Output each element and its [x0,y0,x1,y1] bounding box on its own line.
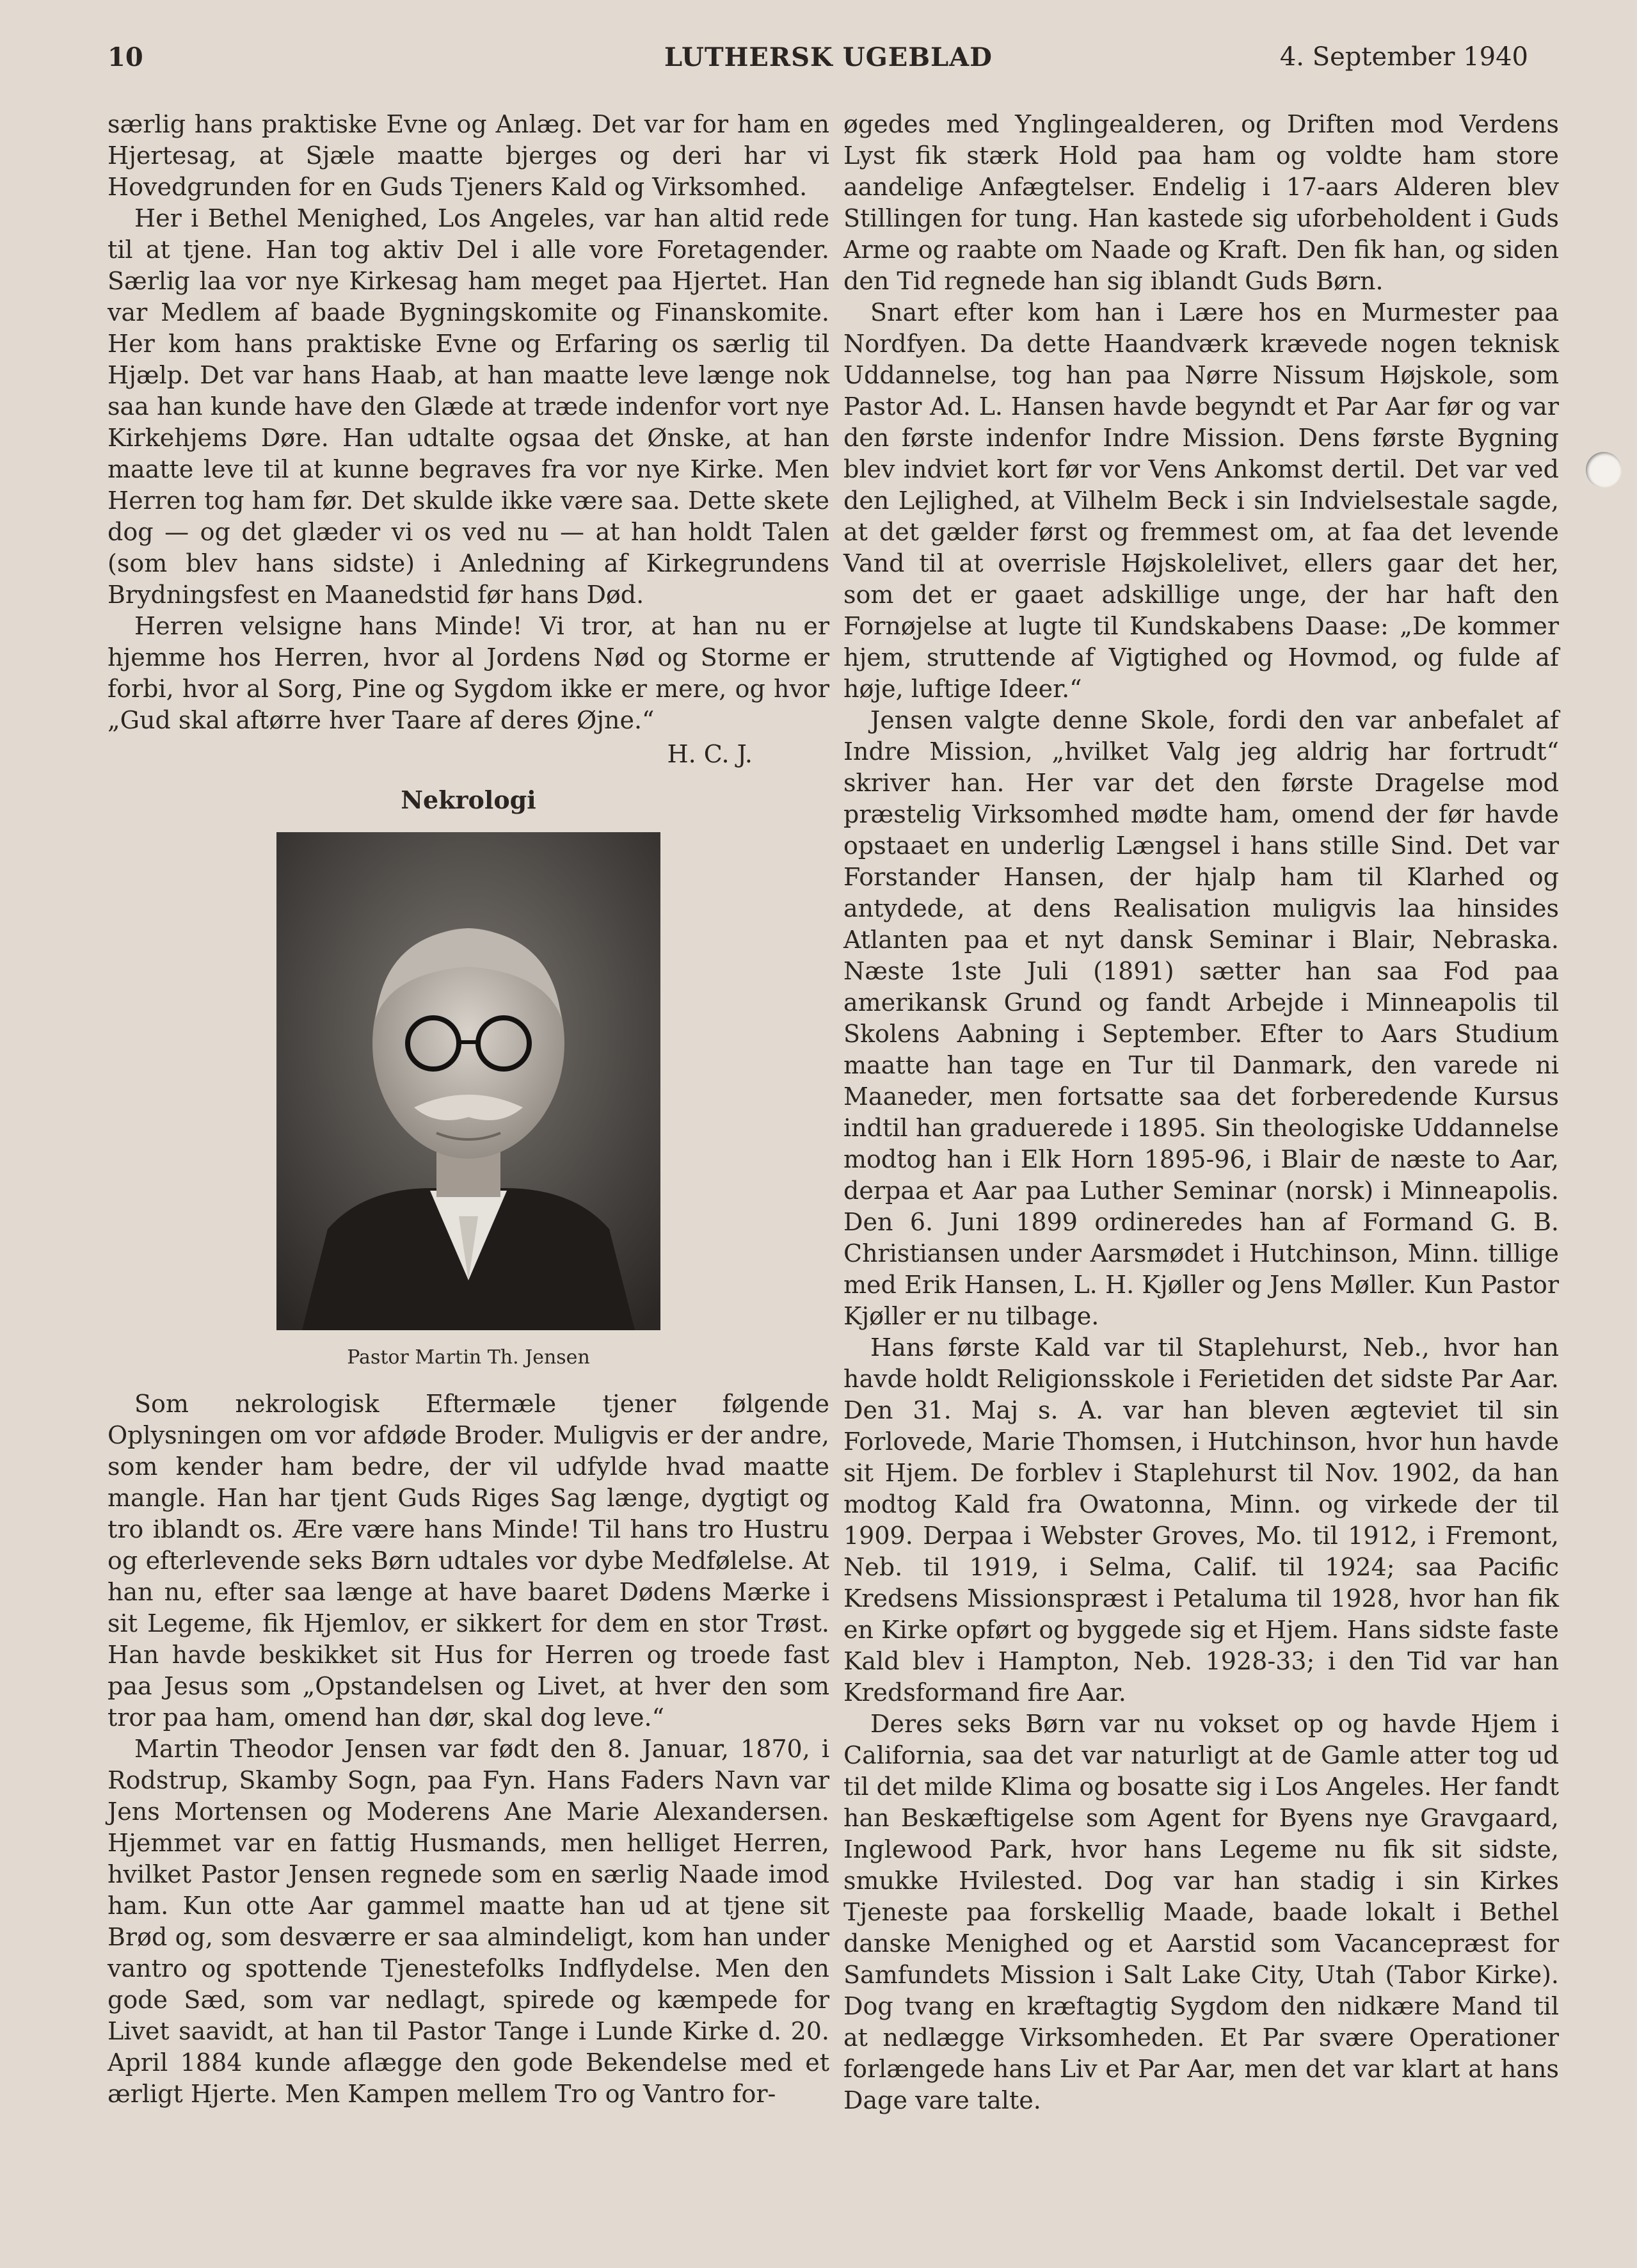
right-paragraph-5: Deres seks Børn var nu vokset op og havde Hjem i California, saa det var naturligt at de Gamle atter tog ud til det milde Klima og bosatte sig i Los Angeles. Her fandt han Beskæftigelse som Agent for Byens nye Gravgaard, Inglewood Park, hvor hans Legeme nu fik sit sidste, smukke Hvilested. Dog var han stadig i sin Kirkes Tjeneste paa forskellig Maade, baade lokalt i Bethel danske Menighed og et Aarstid som Vacancepræst for Samfundets Mission i Salt Lake City, Utah (Tabor Kirke). Dog tvang en kræftagtig Sygdom den nidkære Mand til at nedlægge Virksomheden. Et Par svære Operationer forlængede hans Liv et Par Aar, men det var klart at hans Dage vare talte. [843,1710,1559,2114]
page-header [108,42,1528,87]
left-paragraph-2: Her i Bethel Menighed, Los Angeles, var han altid rede til at tjene. Han tog aktiv Del i alle vore Foretagender. Særlig laa vor nye Kirkesag ham meget paa Hjertet. Han var Medlem af baade Bygningskomite og Finanskomite. Her kom hans praktiske Evne og Erfaring os særlig til Hjælp. Det var hans Haab, at han maatte leve længe nok saa han kunde have den Glæde at træde indenfor vort nye Kirkehjems Døre. Han udtalte ogsaa det Ønske, at han maatte leve til at kunne begraves fra vor nye Kirke. Men Herren tog ham før. Det skulde ikke være saa. Dette skete dog — og det glæder vi os ved nu — at han holdt Talen (som blev hans sidste) i Anledning af Kirkegrundens Brydningsfest en Maanedstid før hans Død. [108,204,829,609]
right-paragraph-1: øgedes med Ynglingealderen, og Driften mod Verdens Lyst fik stærk Hold paa ham og voldte ham store aandelige Anfægtelser. Endelig i 17-aars Alderen blev Stillingen for tung. Han kastede sig uforbeholdent i Guds Arme og raabte om Naade og Kraft. Den fik han, og siden den Tid regnede han sig iblandt Guds Børn. [843,110,1559,295]
left-paragraph-1: særlig hans praktiske Evne og Anlæg. Det var for ham en Hjertesag, at Sjæle maatte bjerges og deri har vi Hovedgrunden for en Guds Tjeners Kald og Virksomhed. [108,110,829,201]
left-paragraph-5: Martin Theodor Jensen var født den 8. Januar, 1870, i Rodstrup, Skamby Sogn, paa Fyn. Hans Faders Navn var Jens Mortensen og Moderens Ane Marie Alexandersen. Hjemmet var en fattig Husmands, men helliget Herren, hvilket Pastor Jensen regnede som en særlig Naade imod ham. Kun otte Aar gammel maatte han ud at tjene sit Brød og, som desværre er saa almindeligt, kom han under vantro og spottende Tjenestefolks Indflydelse. Men den gode Sæd, som var nedlagt, spirede og kæmpede for Livet saavidt, at han til Pastor Tange i Lunde Kirke d. 20. April 1884 kunde aflægge den gode Bekendelse med et ærligt Hjerte. Men Kampen mellem Tro og Vantro for- [108,1735,829,2108]
page-number: 10 [108,42,143,72]
author-signature: H. C. J. [667,740,753,768]
left-paragraph-3: Herren velsigne hans Minde! Vi tror, at han nu er hjemme hos Herren, hvor al Jordens Nød og Storme er forbi, hvor al Sorg, Pine og Sygdom ikke er mere, og hvor „Gud skal aftørre hver Taare af deres Øjne.“ [108,612,829,734]
publication-title: LUTHERSK UGEBLAD [664,42,993,72]
photo-caption: Pastor Martin Th. Jensen [347,1346,590,1369]
right-paragraph-3: Jensen valgte denne Skole, fordi den var anbefalet af Indre Mission, „hvilket Valg jeg aldrig har fortrudt“ skriver han. Her var det den første Dragelse mod præstelig Virksomhed mødte ham, omend der før havde opstaaet en underlig Længsel i hans stille Sind. Det var Forstander Hansen, der hjalp ham til Klarhed og antydede, at dens Realisation muligvis laa hinsides Atlanten paa et nyt dansk Seminar i Blair, Nebraska. Næste 1ste Juli (1891) sætter han saa Fod paa amerikansk Grund og fandt Arbejde i Minneapolis til Skolens Aabning i September. Efter to Aars Studium maatte han tage en Tur til Danmark, den varede ni Maaneder, men fortsatte saa det forberedende Kursus indtil han graduerede i 1895. Sin theologiske Uddannelse modtog han i Elk Horn 1895-96, i Blair de næste to Aar, derpaa et Aar paa Luther Seminar (norsk) i Minneapolis. Den 6. Juni 1899 ordineredes han af Formand G. B. Christiansen under Aarsmødet i Hutchinson, Minn. tillige med Erik Hansen, L. H. Kjøller og Jens Møller. Kun Pastor Kjøller er nu tilbage. [843,706,1559,1330]
left-paragraph-4: Som nekrologisk Eftermæle tjener følgende Oplysningen om vor afdøde Broder. Muligvis er der andre, som kender ham bedre, der vil udfylde hvad maatte mangle. Han har tjent Guds Riges Sag længe, dygtigt og tro iblandt os. Ære være hans Minde! Til hans tro Hustru og efterlevende seks Børn udtales vor dybe Medfølelse. At han nu, efter saa længe at have baaret Dødens Mærke i sit Legeme, fik Hjemlov, er sikkert for dem en stor Trøst. Han havde beskikket sit Hus for Herren og troede fast paa Jesus som „Opstandelsen og Livet, at hver den som tror paa ham, omend han dør, skal dog leve.“ [108,1390,829,1732]
left-column [108,109,829,2110]
portrait-photo [276,832,660,1330]
right-paragraph-4: Hans første Kald var til Staplehurst, Neb., hvor han havde holdt Religionsskole i Ferietiden det sidste Par Aar. Den 31. Maj s. A. var han bleven ægteviet til sin Forlovede, Marie Thomsen, i Hutchinson, hvor hun havde sit Hjem. De forblev i Staplehurst til Nov. 1902, da han modtog Kald fra Owatonna, Minn. og virkede der til 1909. Derpaa i Webster Groves, Mo. til 1912, i Fremont, Neb. til 1919, i Selma, Calif. til 1924; saa Pacific Kredsens Missionspræst i Petaluma til 1928, hvor han fik en Kirke opført og byggede sig et Hjem. Hans sidste faste Kald blev i Hampton, Neb. 1928-33; i den Tid var han Kredsformand fire Aar. [843,1333,1559,1707]
binder-hole [1586,452,1622,488]
section-heading: Nekrologi [401,785,536,814]
right-column [843,109,1559,2116]
right-paragraph-2: Snart efter kom han i Lære hos en Murmester paa Nordfyen. Da dette Haandværk krævede nogen teknisk Uddannelse, tog han paa Nørre Nissum Højskole, som Pastor Ad. L. Hansen havde begyndt et Par Aar før og var den første indenfor Indre Mission. Dens første Bygning blev indviet kort før vor Vens Ankomst dertil. Det var ved den Lejlighed, at Vilhelm Beck i sin Indvielsestale sagde, at det gælder først og fremmest om, at faa det levende Vand til at overrisle Højskolelivet, ellers gaar det her, som det er gaaet adskillige unge, der har haft den Fornøjelse at lugte til Kundskabens Daase: „De kommer hjem, struttende af Vigtighed og Hovmod, og fulde af høje, luftige Ideer.“ [843,298,1559,703]
issue-date: 4. September 1940 [1279,42,1528,72]
